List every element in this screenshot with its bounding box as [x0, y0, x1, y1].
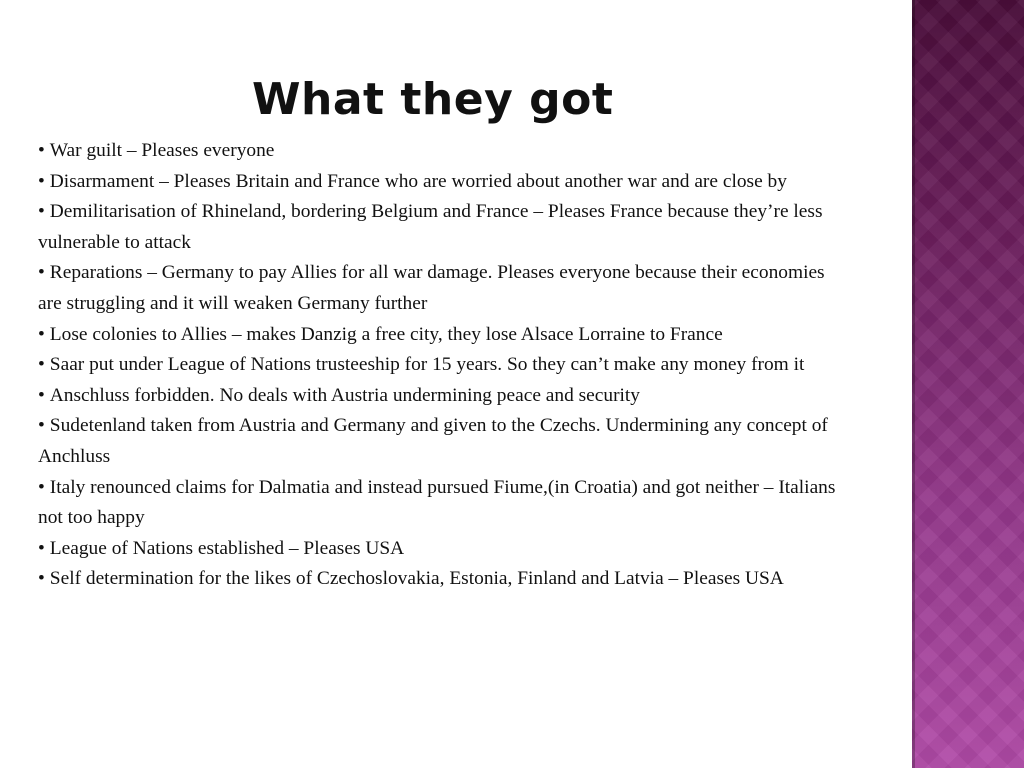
slide-title: What they got: [252, 74, 614, 125]
bullet-item: • War guilt – Pleases everyone: [38, 136, 850, 167]
bullet-item: • Disarmament – Pleases Britain and France who are worried about another war and are close by: [38, 167, 850, 198]
bullet-item: • Sudetenland taken from Austria and Germany and given to the Czechs. Undermining any concept of Anchluss: [38, 411, 850, 472]
bullet-item: • Italy renounced claims for Dalmatia and instead pursued Fiume,(in Croatia) and got neither – Italians not too happy: [38, 473, 850, 534]
decorative-side-band: [912, 0, 1024, 768]
bullet-list: [38, 136, 850, 595]
bullet-item: • Self determination for the likes of Czechoslovakia, Estonia, Finland and Latvia – Pleases USA: [38, 564, 850, 595]
bullet-item: • Lose colonies to Allies – makes Danzig a free city, they lose Alsace Lorraine to France: [38, 320, 850, 351]
bullet-item: • Anschluss forbidden. No deals with Austria undermining peace and security: [38, 381, 850, 412]
side-band-edge: [912, 0, 915, 768]
bullet-item: • League of Nations established – Pleases USA: [38, 534, 850, 565]
bullet-item: • Reparations – Germany to pay Allies for all war damage. Pleases everyone because their economies are struggling and it will weaken Germany further: [38, 258, 850, 319]
bullet-item: • Saar put under League of Nations trusteeship for 15 years. So they can’t make any money from it: [38, 350, 850, 381]
bullet-item: • Demilitarisation of Rhineland, bordering Belgium and France – Pleases France because they’re less vulnerable to attack: [38, 197, 850, 258]
